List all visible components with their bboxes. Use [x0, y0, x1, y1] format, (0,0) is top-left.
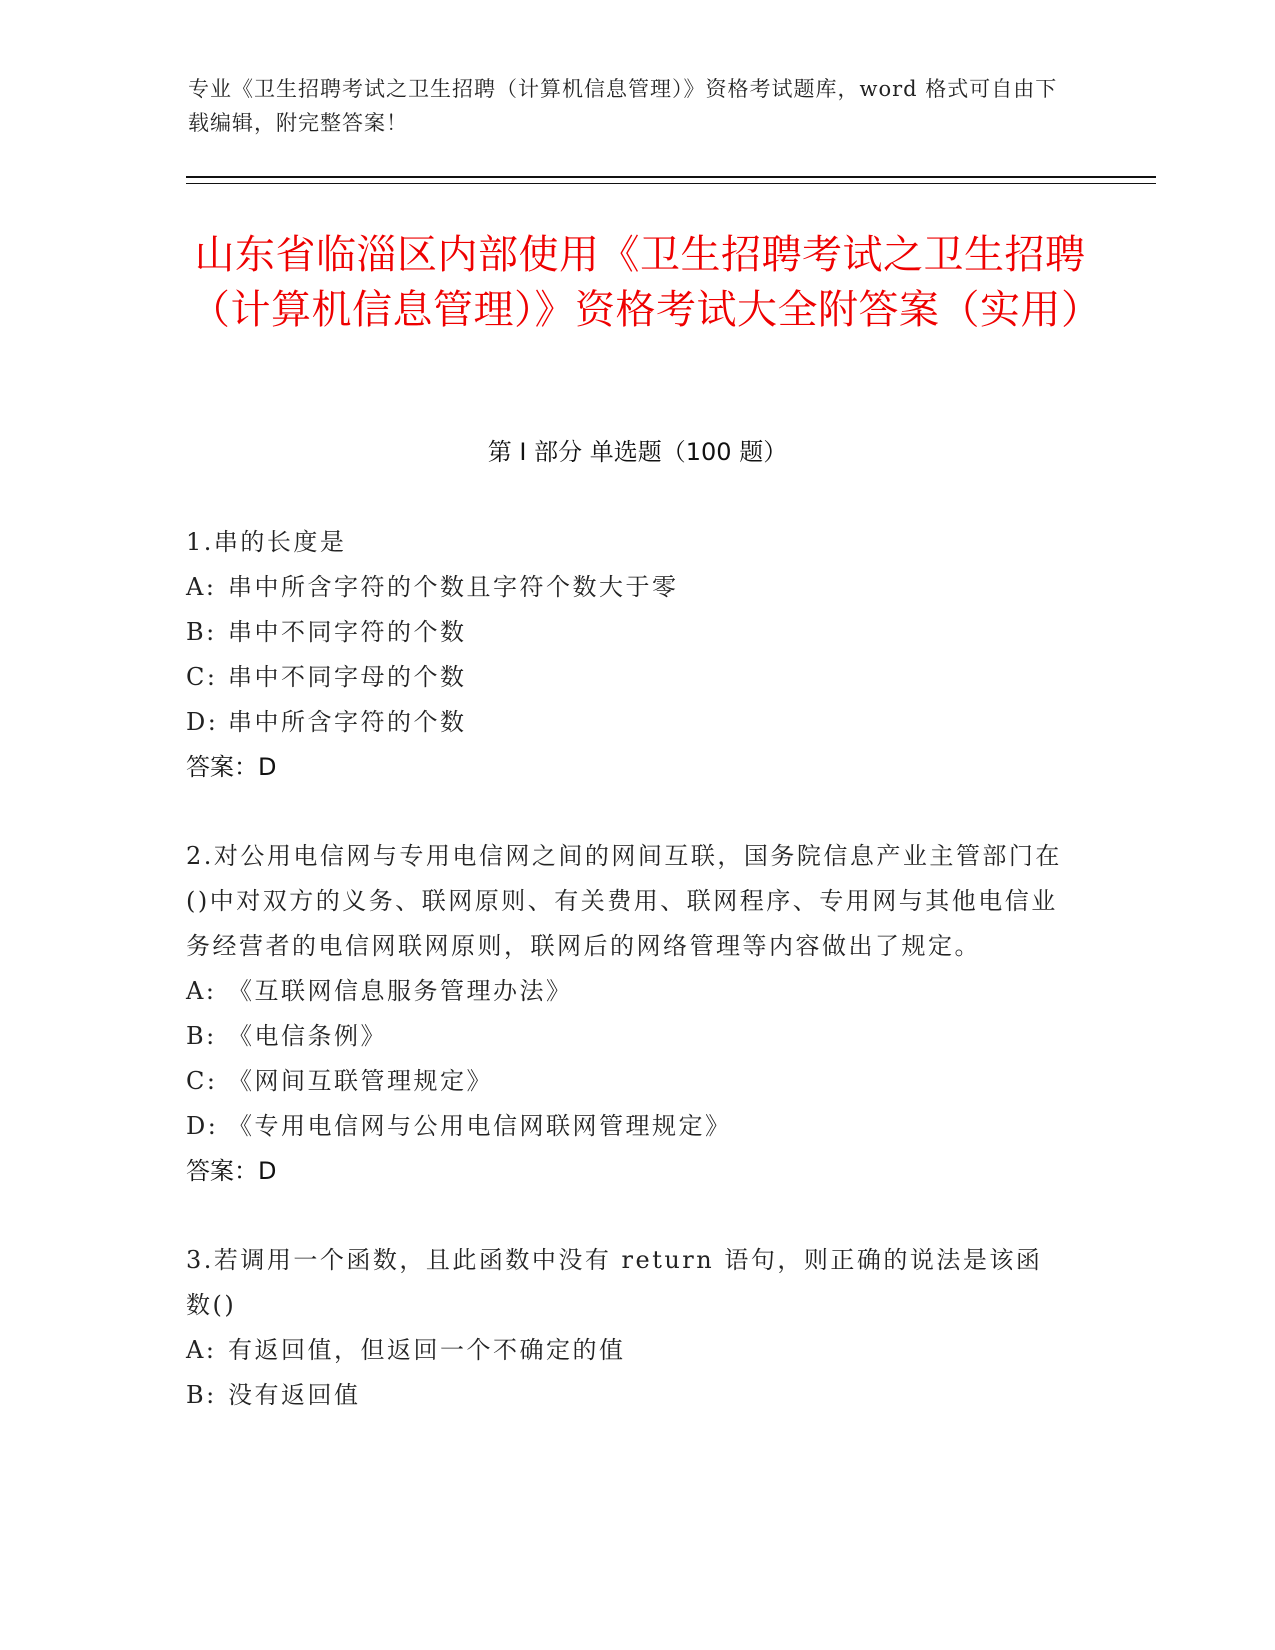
option-b: [186, 1373, 1066, 1418]
answer-line: 答案：D: [186, 753, 277, 781]
question-text: 2.对公用电信网与专用电信网之间的网间互联，国务院信息产业主管部门在()中对双方的义务、联网原则、有关费用、联网程序、专用网与其他电信业务经营者的电信网联网原则，联网后的网络管理等内容做出了规定。: [186, 842, 1062, 960]
document-title: 山东省临淄区内部使用《卫生招聘考试之卫生招聘（计算机信息管理）》资格考试大全附答案（实用）: [190, 232, 1102, 333]
option-text: 串中所含字符的个数: [228, 708, 467, 736]
option-d: [186, 700, 1066, 745]
question-3: [186, 1238, 1066, 1418]
answer-line: 答案：D: [186, 1157, 277, 1185]
option-text: 《电信条例》: [228, 1022, 387, 1050]
option-letter: D:: [186, 1112, 219, 1140]
option-letter: B:: [186, 1022, 217, 1050]
option-c: [186, 1059, 1066, 1104]
question-2: [186, 834, 1066, 1194]
header-divider-thin: [186, 183, 1156, 184]
option-text: 有返回值，但返回一个不确定的值: [228, 1336, 626, 1364]
section-heading: 第 I 部分 单选题（100 题）: [487, 438, 788, 466]
option-text: 《网间互联管理规定》: [228, 1067, 493, 1095]
option-text: 串中所含字符的个数且字符个数大于零: [228, 573, 679, 601]
option-b: [186, 1014, 1066, 1059]
option-letter: A:: [186, 1336, 217, 1364]
option-letter: D:: [186, 708, 219, 736]
question-text: 3.若调用一个函数，且此函数中没有 return 语句，则正确的说法是该函数(): [186, 1246, 1043, 1319]
option-text: 串中不同字母的个数: [228, 663, 467, 691]
question-list: [186, 520, 1066, 1462]
option-a: [186, 565, 1066, 610]
option-c: [186, 655, 1066, 700]
option-letter: A:: [186, 573, 217, 601]
option-a: [186, 1328, 1066, 1373]
question-1: [186, 520, 1066, 790]
header-divider-thick: [186, 176, 1156, 178]
option-letter: C:: [186, 663, 218, 691]
option-text: 《专用电信网与公用电信网联网管理规定》: [228, 1112, 732, 1140]
question-text: 1.串的长度是: [186, 528, 347, 556]
option-letter: A:: [186, 977, 217, 1005]
option-letter: B:: [186, 618, 217, 646]
option-b: [186, 610, 1066, 655]
option-letter: B:: [186, 1381, 217, 1409]
option-a: [186, 969, 1066, 1014]
option-d: [186, 1104, 1066, 1149]
option-text: 串中不同字符的个数: [228, 618, 467, 646]
option-text: 《互联网信息服务管理办法》: [228, 977, 573, 1005]
option-letter: C:: [186, 1067, 218, 1095]
header-intro: 专业《卫生招聘考试之卫生招聘（计算机信息管理）》资格考试题库，word 格式可自由下载编辑，附完整答案！: [188, 77, 1058, 135]
option-text: 没有返回值: [228, 1381, 361, 1409]
